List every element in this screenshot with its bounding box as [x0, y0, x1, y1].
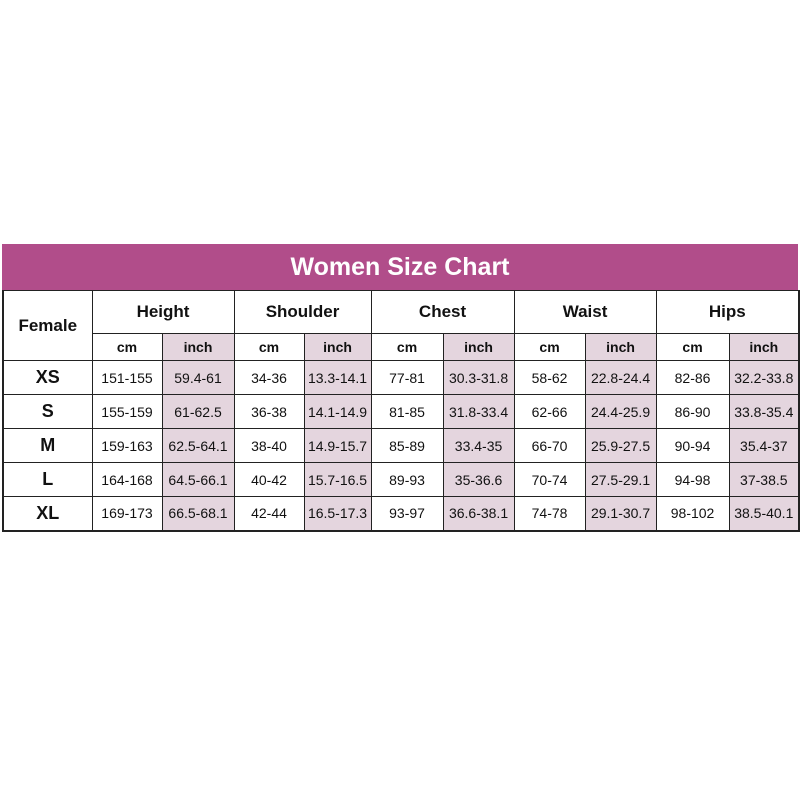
table-cell: 16.5-17.3 [304, 497, 371, 531]
table-cell: 59.4-61 [162, 361, 234, 395]
table-cell: 15.7-16.5 [304, 463, 371, 497]
table-cell: 36.6-38.1 [443, 497, 514, 531]
table-cell: 13.3-14.1 [304, 361, 371, 395]
table-cell: 36-38 [234, 395, 304, 429]
size-table [2, 290, 800, 532]
table-cell: 70-74 [514, 463, 585, 497]
row-header-female: Female [3, 291, 92, 361]
table-cell: 94-98 [656, 463, 729, 497]
table-row [3, 497, 799, 531]
size-label: XS [3, 361, 92, 395]
table-cell: 30.3-31.8 [443, 361, 514, 395]
chart-title: Women Size Chart [2, 244, 798, 290]
table-cell: 29.1-30.7 [585, 497, 656, 531]
table-cell: 66.5-68.1 [162, 497, 234, 531]
table-cell: 25.9-27.5 [585, 429, 656, 463]
table-row [3, 361, 799, 395]
size-label: M [3, 429, 92, 463]
header-chest: Chest [371, 291, 514, 334]
table-cell: 35-36.6 [443, 463, 514, 497]
table-cell: 81-85 [371, 395, 443, 429]
table-cell: 62.5-64.1 [162, 429, 234, 463]
table-cell: 85-89 [371, 429, 443, 463]
header-hips: Hips [656, 291, 799, 334]
table-cell: 33.4-35 [443, 429, 514, 463]
table-cell: 14.9-15.7 [304, 429, 371, 463]
header-waist: Waist [514, 291, 656, 334]
table-row [3, 429, 799, 463]
unit-inch: inch [443, 334, 514, 361]
table-cell: 169-173 [92, 497, 162, 531]
unit-cm: cm [371, 334, 443, 361]
unit-cm: cm [514, 334, 585, 361]
table-cell: 98-102 [656, 497, 729, 531]
size-label: XL [3, 497, 92, 531]
unit-cm: cm [234, 334, 304, 361]
table-cell: 58-62 [514, 361, 585, 395]
table-cell: 61-62.5 [162, 395, 234, 429]
table-cell: 90-94 [656, 429, 729, 463]
header-height: Height [92, 291, 234, 334]
size-label: L [3, 463, 92, 497]
table-cell: 35.4-37 [729, 429, 799, 463]
table-cell: 32.2-33.8 [729, 361, 799, 395]
table-row [3, 395, 799, 429]
table-cell: 24.4-25.9 [585, 395, 656, 429]
table-cell: 159-163 [92, 429, 162, 463]
table-cell: 37-38.5 [729, 463, 799, 497]
table-cell: 66-70 [514, 429, 585, 463]
table-cell: 38-40 [234, 429, 304, 463]
unit-inch: inch [585, 334, 656, 361]
table-cell: 164-168 [92, 463, 162, 497]
table-cell: 22.8-24.4 [585, 361, 656, 395]
table-cell: 14.1-14.9 [304, 395, 371, 429]
table-cell: 42-44 [234, 497, 304, 531]
unit-inch: inch [729, 334, 799, 361]
table-cell: 38.5-40.1 [729, 497, 799, 531]
table-cell: 33.8-35.4 [729, 395, 799, 429]
table-row [3, 463, 799, 497]
table-cell: 64.5-66.1 [162, 463, 234, 497]
header-shoulder: Shoulder [234, 291, 371, 334]
table-cell: 34-36 [234, 361, 304, 395]
table-cell: 27.5-29.1 [585, 463, 656, 497]
size-chart [2, 244, 798, 532]
measurement-header-row [3, 291, 799, 334]
table-cell: 82-86 [656, 361, 729, 395]
table-cell: 155-159 [92, 395, 162, 429]
table-cell: 89-93 [371, 463, 443, 497]
unit-inch: inch [304, 334, 371, 361]
table-cell: 40-42 [234, 463, 304, 497]
table-cell: 86-90 [656, 395, 729, 429]
table-cell: 31.8-33.4 [443, 395, 514, 429]
unit-cm: cm [656, 334, 729, 361]
table-cell: 62-66 [514, 395, 585, 429]
table-cell: 74-78 [514, 497, 585, 531]
unit-cm: cm [92, 334, 162, 361]
unit-header-row [3, 334, 799, 361]
table-cell: 93-97 [371, 497, 443, 531]
table-cell: 151-155 [92, 361, 162, 395]
unit-inch: inch [162, 334, 234, 361]
table-cell: 77-81 [371, 361, 443, 395]
size-label: S [3, 395, 92, 429]
